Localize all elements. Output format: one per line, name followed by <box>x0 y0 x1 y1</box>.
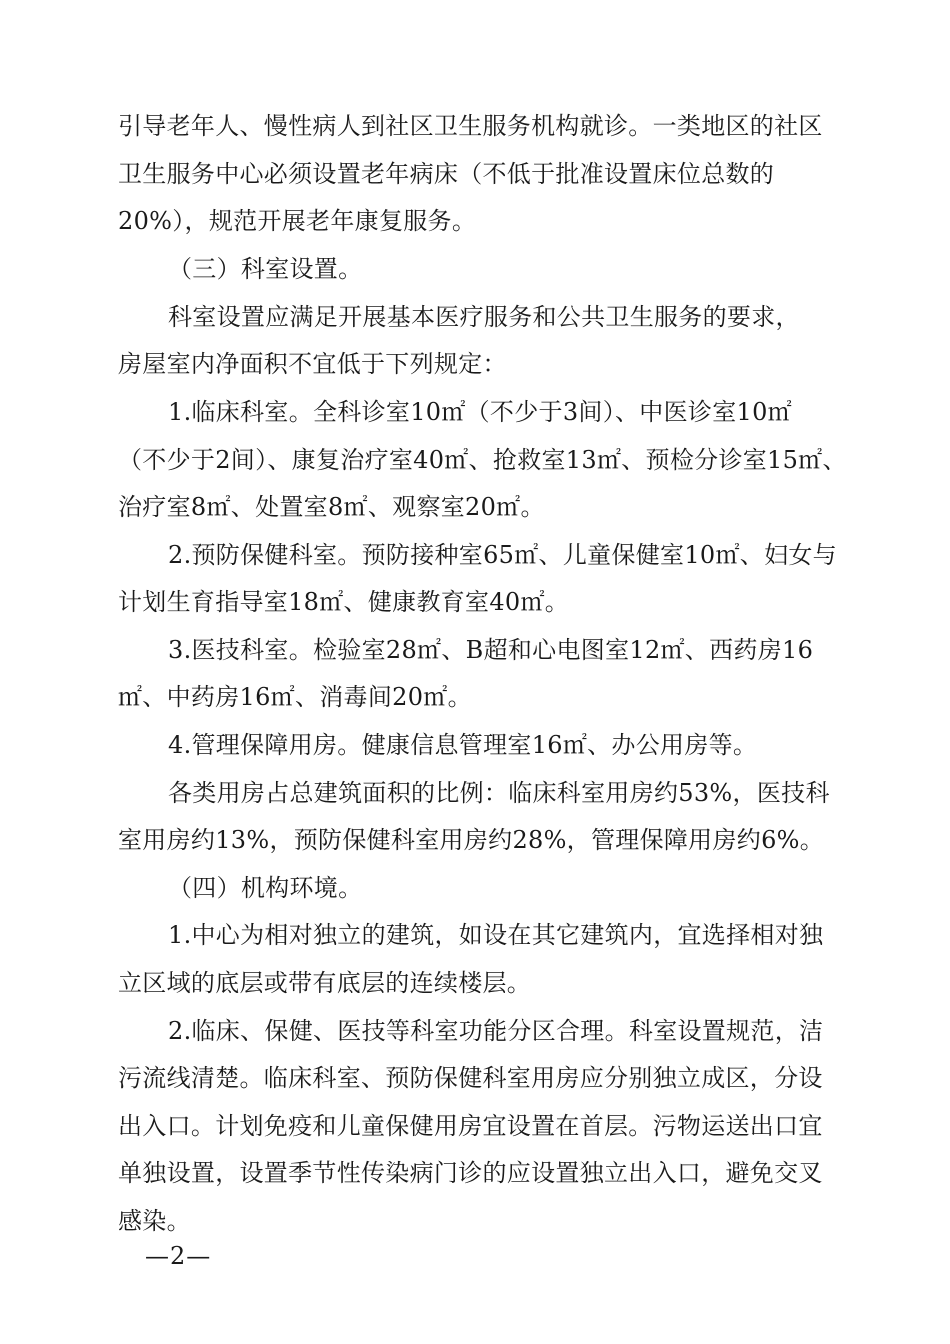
text-line: 立区域的底层或带有底层的连续楼层。 <box>118 969 532 997</box>
text-line: 污流线清楚。临床科室、预防保健科室用房应分别独立成区，分设 <box>118 1064 823 1092</box>
text-line: 各类用房占总建筑面积的比例：临床科室用房约53%，医技科 <box>168 779 830 807</box>
section-heading-4: （四）机构环境。 <box>168 874 363 902</box>
list-item-layout: 2.临床、保健、医技等科室功能分区合理。科室设置规范，洁 <box>168 1017 824 1045</box>
section-heading-3: （三）科室设置。 <box>168 255 363 283</box>
list-item-management: 4.管理保障用房。健康信息管理室16㎡、办公用房等。 <box>168 731 758 759</box>
list-item-building: 1.中心为相对独立的建筑，如设在其它建筑内，宜选择相对独 <box>168 921 824 949</box>
text-line: 房屋室内净面积不宜低于下列规定： <box>118 350 507 378</box>
list-item-medical-tech: 3.医技科室。检验室28㎡、B超和心电图室12㎡、西药房16 <box>168 636 814 664</box>
text-line: ㎡、中药房16㎡、消毒间20㎡。 <box>118 683 472 711</box>
text-line: 单独设置，设置季节性传染病门诊的应设置独立出入口，避免交叉 <box>118 1159 823 1187</box>
text-line: 出入口。计划免疫和儿童保健用房宜设置在首层。污物运送出口宜 <box>118 1112 823 1140</box>
page-number: —2— <box>145 1242 212 1270</box>
text-line: 科室设置应满足开展基本医疗服务和公共卫生服务的要求， <box>168 303 800 331</box>
text-line: 治疗室8㎡、处置室8㎡、观察室20㎡。 <box>118 493 545 521</box>
list-item-prevention: 2.预防保健科室。预防接种室65㎡、儿童保健室10㎡、妇女与 <box>168 541 837 569</box>
text-line: 卫生服务中心必须设置老年病床（不低于批准设置床位总数的 <box>118 160 775 188</box>
text-line: 20%），规范开展老年康复服务。 <box>118 207 477 235</box>
text-line: 引导老年人、慢性病人到社区卫生服务机构就诊。一类地区的社区 <box>118 112 823 140</box>
text-line: 室用房约13%，预防保健科室用房约28%，管理保障用房约6%。 <box>118 826 825 854</box>
text-line: （不少于2间）、康复治疗室40㎡、抢救室13㎡、预检分诊室15㎡、 <box>118 446 847 474</box>
text-line: 感染。 <box>118 1207 191 1235</box>
list-item-clinical: 1.临床科室。全科诊室10㎡（不少于3间）、中医诊室10㎡ <box>168 398 792 426</box>
text-line: 计划生育指导室18㎡、健康教育室40㎡。 <box>118 588 570 616</box>
